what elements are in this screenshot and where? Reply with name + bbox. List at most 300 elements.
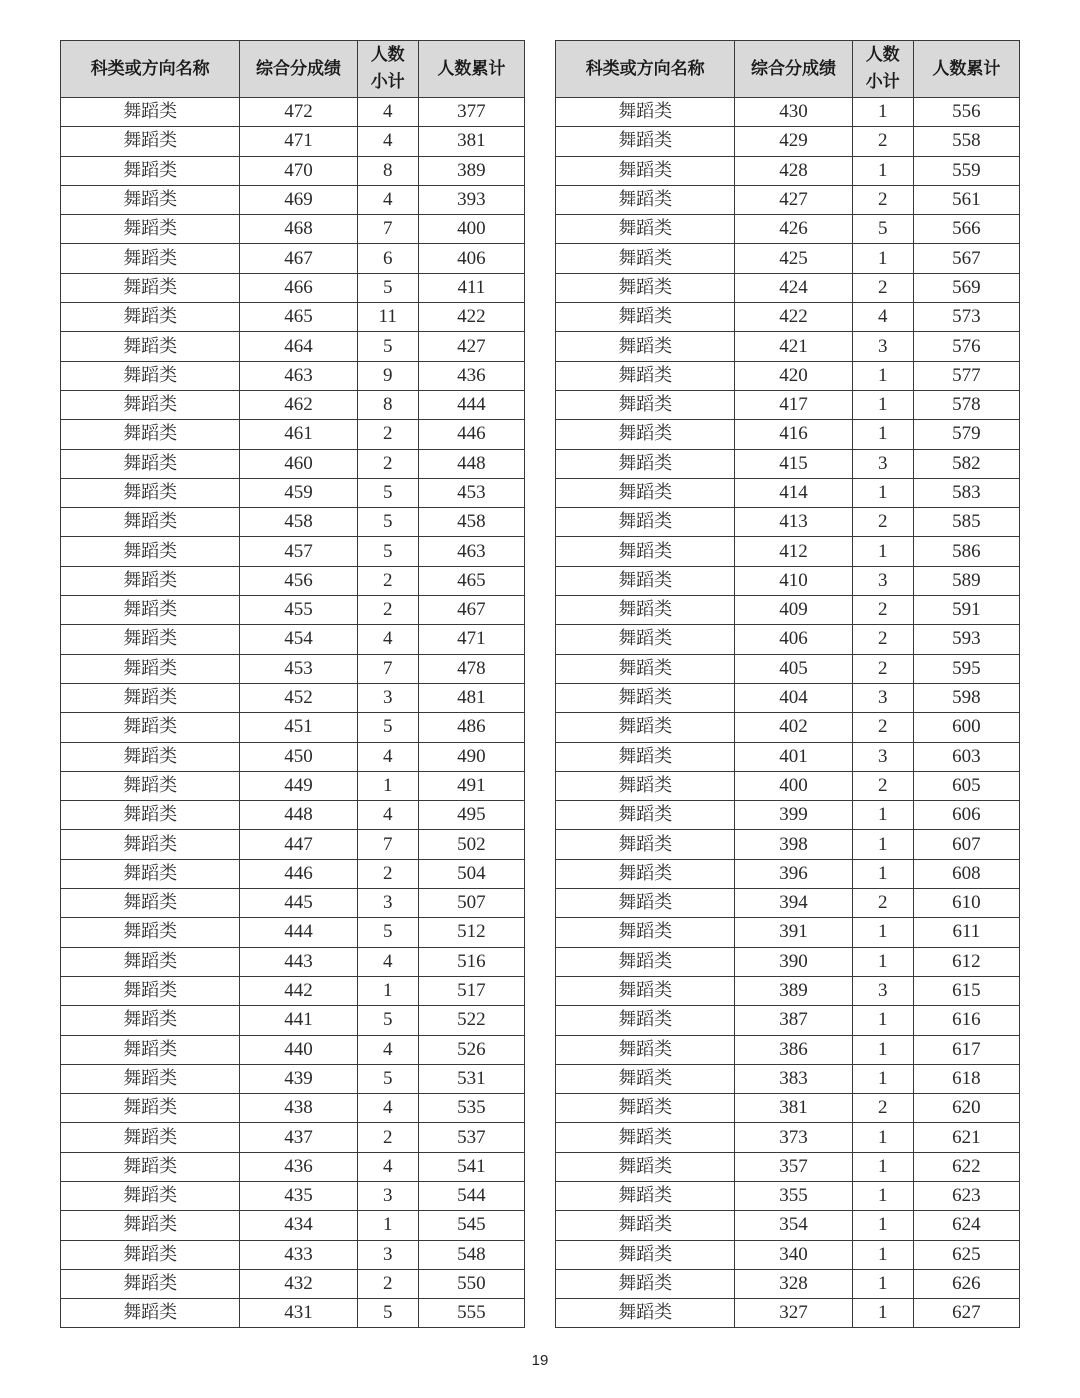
cell-cumulative: 625 bbox=[913, 1240, 1019, 1269]
cell-score: 433 bbox=[240, 1240, 357, 1269]
cell-category: 舞蹈类 bbox=[61, 537, 240, 566]
table-row bbox=[61, 596, 525, 625]
cell-cumulative: 555 bbox=[418, 1299, 524, 1328]
table-body bbox=[556, 98, 1020, 1328]
cell-category: 舞蹈类 bbox=[556, 1094, 735, 1123]
cell-count: 1 bbox=[852, 1064, 913, 1093]
table-row bbox=[61, 303, 525, 332]
cell-cumulative: 453 bbox=[418, 478, 524, 507]
page-number: 19 bbox=[531, 1352, 549, 1369]
cell-count: 1 bbox=[852, 156, 913, 185]
table-row bbox=[61, 1064, 525, 1093]
cell-count: 5 bbox=[357, 273, 418, 302]
score-table-left bbox=[60, 40, 525, 1328]
table-row bbox=[556, 478, 1020, 507]
cell-category: 舞蹈类 bbox=[556, 801, 735, 830]
cell-category: 舞蹈类 bbox=[61, 918, 240, 947]
cell-category: 舞蹈类 bbox=[556, 1299, 735, 1328]
cell-score: 429 bbox=[735, 127, 852, 156]
cell-count: 4 bbox=[357, 185, 418, 214]
cell-score: 420 bbox=[735, 361, 852, 390]
cell-category: 舞蹈类 bbox=[556, 1240, 735, 1269]
cell-cumulative: 448 bbox=[418, 449, 524, 478]
cell-cumulative: 516 bbox=[418, 947, 524, 976]
table-row bbox=[556, 1006, 1020, 1035]
cell-score: 463 bbox=[240, 361, 357, 390]
cell-score: 458 bbox=[240, 508, 357, 537]
cell-cumulative: 579 bbox=[913, 420, 1019, 449]
cell-category: 舞蹈类 bbox=[556, 273, 735, 302]
cell-score: 415 bbox=[735, 449, 852, 478]
cell-count: 5 bbox=[357, 332, 418, 361]
cell-count: 1 bbox=[852, 1006, 913, 1035]
table-row bbox=[61, 742, 525, 771]
cell-count: 1 bbox=[852, 361, 913, 390]
cell-count: 6 bbox=[357, 244, 418, 273]
cell-cumulative: 586 bbox=[913, 537, 1019, 566]
table-row bbox=[61, 420, 525, 449]
cell-category: 舞蹈类 bbox=[61, 215, 240, 244]
cell-category: 舞蹈类 bbox=[61, 244, 240, 273]
cell-count: 1 bbox=[852, 420, 913, 449]
cell-category: 舞蹈类 bbox=[556, 683, 735, 712]
cell-score: 462 bbox=[240, 390, 357, 419]
cell-count: 4 bbox=[357, 98, 418, 127]
cell-category: 舞蹈类 bbox=[61, 1269, 240, 1298]
cell-score: 399 bbox=[735, 801, 852, 830]
table-row bbox=[61, 1240, 525, 1269]
cell-category: 舞蹈类 bbox=[556, 713, 735, 742]
cell-cumulative: 406 bbox=[418, 244, 524, 273]
cell-category: 舞蹈类 bbox=[556, 1035, 735, 1064]
header-count-line2: 小计 bbox=[370, 72, 405, 92]
table-row bbox=[61, 1269, 525, 1298]
table-row bbox=[61, 1123, 525, 1152]
cell-count: 5 bbox=[357, 537, 418, 566]
cell-count: 4 bbox=[357, 1152, 418, 1181]
table-row bbox=[61, 215, 525, 244]
table-row bbox=[61, 566, 525, 595]
cell-score: 443 bbox=[240, 947, 357, 976]
cell-count: 5 bbox=[357, 1299, 418, 1328]
table-row bbox=[556, 596, 1020, 625]
cell-score: 406 bbox=[735, 625, 852, 654]
cell-count: 3 bbox=[852, 449, 913, 478]
cell-cumulative: 491 bbox=[418, 771, 524, 800]
cell-category: 舞蹈类 bbox=[61, 185, 240, 214]
cell-category: 舞蹈类 bbox=[556, 976, 735, 1005]
cell-category: 舞蹈类 bbox=[61, 771, 240, 800]
table-row bbox=[61, 889, 525, 918]
cell-category: 舞蹈类 bbox=[61, 1240, 240, 1269]
cell-cumulative: 556 bbox=[913, 98, 1019, 127]
cell-cumulative: 577 bbox=[913, 361, 1019, 390]
cell-cumulative: 566 bbox=[913, 215, 1019, 244]
cell-count: 1 bbox=[852, 537, 913, 566]
cell-category: 舞蹈类 bbox=[556, 1211, 735, 1240]
cell-cumulative: 444 bbox=[418, 390, 524, 419]
table-row bbox=[556, 449, 1020, 478]
header-row bbox=[556, 41, 1020, 98]
cell-cumulative: 591 bbox=[913, 596, 1019, 625]
cell-score: 394 bbox=[735, 889, 852, 918]
cell-score: 383 bbox=[735, 1064, 852, 1093]
cell-cumulative: 621 bbox=[913, 1123, 1019, 1152]
table-row bbox=[61, 508, 525, 537]
cell-category: 舞蹈类 bbox=[556, 185, 735, 214]
cell-count: 1 bbox=[852, 478, 913, 507]
cell-score: 381 bbox=[735, 1094, 852, 1123]
cell-count: 1 bbox=[852, 98, 913, 127]
cell-category: 舞蹈类 bbox=[61, 420, 240, 449]
cell-cumulative: 481 bbox=[418, 683, 524, 712]
cell-cumulative: 545 bbox=[418, 1211, 524, 1240]
cell-cumulative: 605 bbox=[913, 771, 1019, 800]
table-row bbox=[61, 244, 525, 273]
cell-category: 舞蹈类 bbox=[556, 449, 735, 478]
cell-score: 425 bbox=[735, 244, 852, 273]
table-row bbox=[61, 859, 525, 888]
cell-cumulative: 624 bbox=[913, 1211, 1019, 1240]
cell-count: 3 bbox=[357, 1240, 418, 1269]
cell-score: 471 bbox=[240, 127, 357, 156]
cell-category: 舞蹈类 bbox=[556, 390, 735, 419]
cell-category: 舞蹈类 bbox=[61, 1064, 240, 1093]
header-count-line1: 人数 bbox=[370, 45, 405, 65]
header-score: 综合分成绩 bbox=[735, 41, 852, 98]
table-row bbox=[61, 390, 525, 419]
cell-cumulative: 544 bbox=[418, 1181, 524, 1210]
cell-score: 417 bbox=[735, 390, 852, 419]
cell-count: 1 bbox=[852, 1035, 913, 1064]
table-row bbox=[61, 654, 525, 683]
table-row bbox=[556, 1094, 1020, 1123]
cell-category: 舞蹈类 bbox=[556, 478, 735, 507]
table-row bbox=[556, 156, 1020, 185]
cell-count: 4 bbox=[357, 1035, 418, 1064]
table-row bbox=[61, 1035, 525, 1064]
cell-category: 舞蹈类 bbox=[556, 244, 735, 273]
cell-cumulative: 541 bbox=[418, 1152, 524, 1181]
cell-count: 2 bbox=[852, 654, 913, 683]
cell-count: 2 bbox=[357, 566, 418, 595]
table-row bbox=[556, 273, 1020, 302]
cell-count: 11 bbox=[357, 303, 418, 332]
cell-cumulative: 589 bbox=[913, 566, 1019, 595]
cell-count: 2 bbox=[852, 889, 913, 918]
cell-count: 4 bbox=[357, 1094, 418, 1123]
cell-category: 舞蹈类 bbox=[61, 976, 240, 1005]
cell-category: 舞蹈类 bbox=[61, 859, 240, 888]
cell-count: 7 bbox=[357, 830, 418, 859]
cell-category: 舞蹈类 bbox=[556, 1269, 735, 1298]
header-row bbox=[61, 41, 525, 98]
cell-cumulative: 569 bbox=[913, 273, 1019, 302]
cell-cumulative: 612 bbox=[913, 947, 1019, 976]
table-row bbox=[61, 185, 525, 214]
cell-cumulative: 471 bbox=[418, 625, 524, 654]
cell-score: 409 bbox=[735, 596, 852, 625]
cell-count: 3 bbox=[357, 683, 418, 712]
table-row bbox=[61, 98, 525, 127]
cell-cumulative: 486 bbox=[418, 713, 524, 742]
table-row bbox=[556, 332, 1020, 361]
cell-count: 2 bbox=[852, 273, 913, 302]
cell-count: 4 bbox=[357, 127, 418, 156]
cell-category: 舞蹈类 bbox=[556, 537, 735, 566]
cell-cumulative: 550 bbox=[418, 1269, 524, 1298]
cell-count: 4 bbox=[357, 625, 418, 654]
cell-category: 舞蹈类 bbox=[556, 127, 735, 156]
cell-count: 2 bbox=[852, 185, 913, 214]
cell-score: 464 bbox=[240, 332, 357, 361]
cell-count: 5 bbox=[357, 1006, 418, 1035]
cell-count: 3 bbox=[357, 1181, 418, 1210]
cell-category: 舞蹈类 bbox=[556, 1006, 735, 1035]
cell-score: 456 bbox=[240, 566, 357, 595]
cell-count: 4 bbox=[357, 742, 418, 771]
cell-count: 5 bbox=[357, 713, 418, 742]
cell-score: 414 bbox=[735, 478, 852, 507]
cell-category: 舞蹈类 bbox=[61, 1152, 240, 1181]
cell-cumulative: 617 bbox=[913, 1035, 1019, 1064]
table-row bbox=[61, 625, 525, 654]
cell-score: 327 bbox=[735, 1299, 852, 1328]
table-row bbox=[556, 361, 1020, 390]
cell-count: 1 bbox=[852, 859, 913, 888]
cell-score: 467 bbox=[240, 244, 357, 273]
cell-count: 2 bbox=[852, 508, 913, 537]
cell-cumulative: 607 bbox=[913, 830, 1019, 859]
cell-score: 410 bbox=[735, 566, 852, 595]
cell-cumulative: 526 bbox=[418, 1035, 524, 1064]
table-row bbox=[61, 537, 525, 566]
cell-count: 3 bbox=[852, 976, 913, 1005]
cell-category: 舞蹈类 bbox=[556, 361, 735, 390]
cell-score: 457 bbox=[240, 537, 357, 566]
cell-score: 451 bbox=[240, 713, 357, 742]
table-row bbox=[556, 918, 1020, 947]
cell-cumulative: 593 bbox=[913, 625, 1019, 654]
header-count bbox=[852, 41, 913, 98]
cell-category: 舞蹈类 bbox=[556, 859, 735, 888]
table-row bbox=[556, 1211, 1020, 1240]
cell-category: 舞蹈类 bbox=[556, 215, 735, 244]
cell-count: 2 bbox=[852, 127, 913, 156]
cell-count: 2 bbox=[852, 1094, 913, 1123]
cell-cumulative: 583 bbox=[913, 478, 1019, 507]
header-count-line2: 小计 bbox=[865, 72, 900, 92]
cell-cumulative: 610 bbox=[913, 889, 1019, 918]
cell-score: 435 bbox=[240, 1181, 357, 1210]
table-row bbox=[61, 478, 525, 507]
cell-category: 舞蹈类 bbox=[556, 1181, 735, 1210]
cell-score: 424 bbox=[735, 273, 852, 302]
cell-cumulative: 620 bbox=[913, 1094, 1019, 1123]
cell-count: 2 bbox=[357, 449, 418, 478]
cell-score: 430 bbox=[735, 98, 852, 127]
cell-score: 459 bbox=[240, 478, 357, 507]
cell-category: 舞蹈类 bbox=[61, 127, 240, 156]
cell-category: 舞蹈类 bbox=[61, 1181, 240, 1210]
score-table-right bbox=[555, 40, 1020, 1328]
cell-count: 2 bbox=[357, 1123, 418, 1152]
cell-score: 454 bbox=[240, 625, 357, 654]
cell-category: 舞蹈类 bbox=[556, 1152, 735, 1181]
table-row bbox=[556, 1299, 1020, 1328]
cell-category: 舞蹈类 bbox=[556, 654, 735, 683]
cell-score: 416 bbox=[735, 420, 852, 449]
cell-category: 舞蹈类 bbox=[61, 596, 240, 625]
cell-category: 舞蹈类 bbox=[61, 1299, 240, 1328]
cell-score: 452 bbox=[240, 683, 357, 712]
cell-category: 舞蹈类 bbox=[61, 801, 240, 830]
cell-count: 1 bbox=[852, 1181, 913, 1210]
cell-score: 466 bbox=[240, 273, 357, 302]
cell-count: 1 bbox=[357, 1211, 418, 1240]
table-row bbox=[556, 889, 1020, 918]
table-row bbox=[61, 332, 525, 361]
table-row bbox=[556, 1269, 1020, 1298]
cell-score: 453 bbox=[240, 654, 357, 683]
cell-score: 470 bbox=[240, 156, 357, 185]
cell-category: 舞蹈类 bbox=[61, 889, 240, 918]
table-row bbox=[556, 1152, 1020, 1181]
cell-score: 444 bbox=[240, 918, 357, 947]
cell-category: 舞蹈类 bbox=[556, 566, 735, 595]
table-row bbox=[556, 185, 1020, 214]
cell-count: 1 bbox=[357, 771, 418, 800]
cell-cumulative: 400 bbox=[418, 215, 524, 244]
cell-count: 2 bbox=[852, 713, 913, 742]
cell-cumulative: 537 bbox=[418, 1123, 524, 1152]
cell-category: 舞蹈类 bbox=[61, 1211, 240, 1240]
cell-count: 5 bbox=[357, 478, 418, 507]
cell-count: 1 bbox=[852, 918, 913, 947]
cell-category: 舞蹈类 bbox=[556, 1064, 735, 1093]
cell-count: 1 bbox=[852, 1299, 913, 1328]
cell-cumulative: 606 bbox=[913, 801, 1019, 830]
cell-category: 舞蹈类 bbox=[61, 332, 240, 361]
cell-count: 5 bbox=[357, 918, 418, 947]
cell-score: 396 bbox=[735, 859, 852, 888]
cell-cumulative: 411 bbox=[418, 273, 524, 302]
cell-score: 428 bbox=[735, 156, 852, 185]
cell-score: 354 bbox=[735, 1211, 852, 1240]
header-category: 科类或方向名称 bbox=[556, 41, 735, 98]
cell-count: 3 bbox=[852, 742, 913, 771]
cell-count: 1 bbox=[852, 1269, 913, 1298]
cell-count: 3 bbox=[852, 566, 913, 595]
table-row bbox=[556, 98, 1020, 127]
cell-category: 舞蹈类 bbox=[556, 420, 735, 449]
cell-count: 1 bbox=[852, 801, 913, 830]
table-row bbox=[556, 771, 1020, 800]
cell-category: 舞蹈类 bbox=[61, 98, 240, 127]
cell-category: 舞蹈类 bbox=[61, 947, 240, 976]
cell-score: 328 bbox=[735, 1269, 852, 1298]
cell-cumulative: 465 bbox=[418, 566, 524, 595]
table-row bbox=[61, 273, 525, 302]
table-row bbox=[61, 918, 525, 947]
table-row bbox=[61, 713, 525, 742]
cell-cumulative: 585 bbox=[913, 508, 1019, 537]
cell-score: 426 bbox=[735, 215, 852, 244]
cell-cumulative: 446 bbox=[418, 420, 524, 449]
cell-cumulative: 436 bbox=[418, 361, 524, 390]
cell-cumulative: 559 bbox=[913, 156, 1019, 185]
cell-score: 472 bbox=[240, 98, 357, 127]
table-row bbox=[556, 420, 1020, 449]
cell-count: 8 bbox=[357, 156, 418, 185]
cell-score: 436 bbox=[240, 1152, 357, 1181]
cell-count: 7 bbox=[357, 654, 418, 683]
table-row bbox=[556, 303, 1020, 332]
cell-cumulative: 495 bbox=[418, 801, 524, 830]
cell-count: 4 bbox=[357, 947, 418, 976]
cell-category: 舞蹈类 bbox=[556, 98, 735, 127]
cell-count: 5 bbox=[852, 215, 913, 244]
cell-score: 413 bbox=[735, 508, 852, 537]
cell-category: 舞蹈类 bbox=[61, 273, 240, 302]
cell-category: 舞蹈类 bbox=[61, 1094, 240, 1123]
table-row bbox=[556, 1181, 1020, 1210]
cell-category: 舞蹈类 bbox=[61, 1035, 240, 1064]
cell-cumulative: 458 bbox=[418, 508, 524, 537]
cell-score: 387 bbox=[735, 1006, 852, 1035]
cell-score: 404 bbox=[735, 683, 852, 712]
cell-cumulative: 507 bbox=[418, 889, 524, 918]
cell-cumulative: 389 bbox=[418, 156, 524, 185]
cell-count: 2 bbox=[852, 596, 913, 625]
cell-count: 1 bbox=[852, 1123, 913, 1152]
cell-score: 422 bbox=[735, 303, 852, 332]
cell-score: 445 bbox=[240, 889, 357, 918]
header-category: 科类或方向名称 bbox=[61, 41, 240, 98]
table-row bbox=[61, 1006, 525, 1035]
cell-count: 1 bbox=[852, 1211, 913, 1240]
table-row bbox=[61, 1211, 525, 1240]
cell-score: 437 bbox=[240, 1123, 357, 1152]
cell-cumulative: 377 bbox=[418, 98, 524, 127]
cell-score: 431 bbox=[240, 1299, 357, 1328]
table-row bbox=[556, 625, 1020, 654]
cell-score: 446 bbox=[240, 859, 357, 888]
cell-category: 舞蹈类 bbox=[556, 508, 735, 537]
cell-cumulative: 627 bbox=[913, 1299, 1019, 1328]
cell-cumulative: 576 bbox=[913, 332, 1019, 361]
table-row bbox=[556, 859, 1020, 888]
cell-category: 舞蹈类 bbox=[556, 947, 735, 976]
cell-score: 405 bbox=[735, 654, 852, 683]
cell-category: 舞蹈类 bbox=[61, 478, 240, 507]
cell-category: 舞蹈类 bbox=[556, 889, 735, 918]
header-cumulative: 人数累计 bbox=[418, 41, 524, 98]
cell-category: 舞蹈类 bbox=[61, 361, 240, 390]
cell-score: 442 bbox=[240, 976, 357, 1005]
cell-count: 2 bbox=[357, 596, 418, 625]
cell-cumulative: 504 bbox=[418, 859, 524, 888]
cell-count: 2 bbox=[852, 771, 913, 800]
cell-cumulative: 427 bbox=[418, 332, 524, 361]
cell-category: 舞蹈类 bbox=[556, 303, 735, 332]
cell-count: 1 bbox=[852, 390, 913, 419]
table-row bbox=[556, 801, 1020, 830]
cell-category: 舞蹈类 bbox=[61, 654, 240, 683]
table-header bbox=[556, 41, 1020, 98]
cell-count: 2 bbox=[852, 625, 913, 654]
cell-cumulative: 623 bbox=[913, 1181, 1019, 1210]
